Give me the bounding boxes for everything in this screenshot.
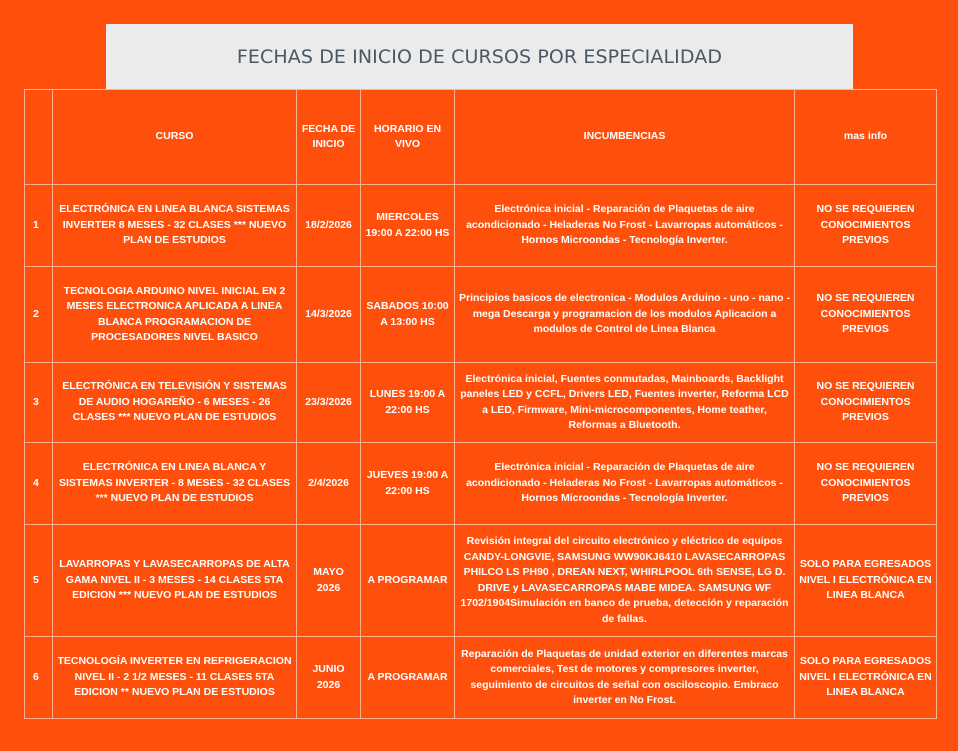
- live-schedule: SABADOS 10:00 A 13:00 HS: [361, 267, 455, 363]
- row-number: 2: [25, 267, 53, 363]
- courses-table: [24, 89, 937, 719]
- row-number: 4: [25, 443, 53, 525]
- course-name: TECNOLOGÍA INVERTER EN REFRIGERACION NIVEL II - 2 1/2 MESES - 11 CLASES 5TA EDICION ** NUEVO PLAN DE ESTUDIOS: [53, 637, 297, 719]
- course-name: ELECTRÓNICA EN TELEVISIÓN Y SISTEMAS DE AUDIO HOGAREÑO - 6 MESES - 26 CLASES *** NUEVO PLAN DE ESTUDIOS: [53, 363, 297, 443]
- live-schedule: LUNES 19:00 A 22:00 HS: [361, 363, 455, 443]
- start-date: JUNIO 2026: [297, 637, 361, 719]
- page-title-box: [106, 24, 853, 90]
- table-row: [25, 525, 937, 637]
- more-info: NO SE REQUIEREN CONOCIMIENTOS PREVIOS: [795, 363, 937, 443]
- course-name: LAVARROPAS Y LAVASECARROPAS DE ALTA GAMA NIVEL II - 3 MESES - 14 CLASES 5TA EDICION *** NUEVO PLAN DE ESTUDIOS: [53, 525, 297, 637]
- page-title: FECHAS DE INICIO DE CURSOS POR ESPECIALIDAD: [236, 46, 723, 68]
- course-duties: Electrónica inicial, Fuentes conmutadas, Mainboards, Backlight paneles LED y CCFL, Drivers LED, Fuentes inverter, Reforma LCD a LED, Firmware, Mini-microcomponentes, Home teather, Reformas a Bluetooth.: [455, 363, 795, 443]
- live-schedule: A PROGRAMAR: [361, 637, 455, 719]
- live-schedule: A PROGRAMAR: [361, 525, 455, 637]
- start-date: MAYO 2026: [297, 525, 361, 637]
- table-row: [25, 267, 937, 363]
- header-duties: INCUMBENCIAS: [455, 90, 795, 185]
- header-course: CURSO: [53, 90, 297, 185]
- more-info: SOLO PARA EGRESADOS NIVEL I ELECTRÓNICA EN LINEA BLANCA: [795, 637, 937, 719]
- table-header-row: [25, 90, 937, 185]
- course-duties: Electrónica inicial - Reparación de Plaquetas de aire acondicionado - Heladeras No Frost - Lavarropas automáticos - Hornos Microondas - Tecnología Inverter.: [455, 185, 795, 267]
- course-name: ELECTRÓNICA EN LINEA BLANCA Y SISTEMAS INVERTER - 8 MESES - 32 CLASES *** NUEVO PLAN DE ESTUDIOS: [53, 443, 297, 525]
- more-info: NO SE REQUIEREN CONOCIMIENTOS PREVIOS: [795, 267, 937, 363]
- start-date: 14/3/2026: [297, 267, 361, 363]
- row-number: 6: [25, 637, 53, 719]
- more-info: NO SE REQUIEREN CONOCIMIENTOS PREVIOS: [795, 443, 937, 525]
- table-row: [25, 637, 937, 719]
- header-num: [25, 90, 53, 185]
- table-row: [25, 363, 937, 443]
- table-row: [25, 443, 937, 525]
- live-schedule: MIERCOLES 19:00 A 22:00 HS: [361, 185, 455, 267]
- table-row: [25, 185, 937, 267]
- start-date: 23/3/2026: [297, 363, 361, 443]
- course-duties: Electrónica inicial - Reparación de Plaquetas de aire acondicionado - Heladeras No Frost - Lavarropas automáticos - Hornos Microondas - Tecnología Inverter.: [455, 443, 795, 525]
- course-name: TECNOLOGIA ARDUINO NIVEL INICIAL EN 2 MESES ELECTRONICA APLICADA A LINEA BLANCA PROGRAMACION DE PROCESADORES NIVEL BASICO: [53, 267, 297, 363]
- row-number: 3: [25, 363, 53, 443]
- live-schedule: JUEVES 19:00 A 22:00 HS: [361, 443, 455, 525]
- header-schedule: HORARIO EN VIVO: [361, 90, 455, 185]
- course-duties: Revisión integral del circuito electrónico y eléctrico de equipos CANDY-LONGVIE, SAMSUNG WW90KJ6410 LAVASECARROPAS PHILCO LS PH90 , DREAN NEXT, WHIRLPOOL 6th SENSE, LG D. DRIVE y LAVASECARROPAS MABE MIDEA. SAMSUNG WF 1702/1904Simulación en banco de prueba, detección y reparación de fallas.: [455, 525, 795, 637]
- header-more-info: mas info: [795, 90, 937, 185]
- header-date: FECHA DE INICIO: [297, 90, 361, 185]
- row-number: 1: [25, 185, 53, 267]
- course-duties: Reparación de Plaquetas de unidad exterior en diferentes marcas comerciales, Test de motores y compresores inverter, seguimiento de circuitos de señal con osciloscopio. Embraco inverter en No Frost.: [455, 637, 795, 719]
- more-info: NO SE REQUIEREN CONOCIMIENTOS PREVIOS: [795, 185, 937, 267]
- more-info: SOLO PARA EGRESADOS NIVEL I ELECTRÓNICA EN LINEA BLANCA: [795, 525, 937, 637]
- course-name: ELECTRÓNICA EN LINEA BLANCA SISTEMAS INVERTER 8 MESES - 32 CLASES *** NUEVO PLAN DE ESTUDIOS: [53, 185, 297, 267]
- start-date: 2/4/2026: [297, 443, 361, 525]
- row-number: 5: [25, 525, 53, 637]
- course-duties: Principios basicos de electronica - Modulos Arduino - uno - nano - mega Descarga y programacion de los modulos Aplicacion a modulos de Control de Linea Blanca: [455, 267, 795, 363]
- start-date: 18/2/2026: [297, 185, 361, 267]
